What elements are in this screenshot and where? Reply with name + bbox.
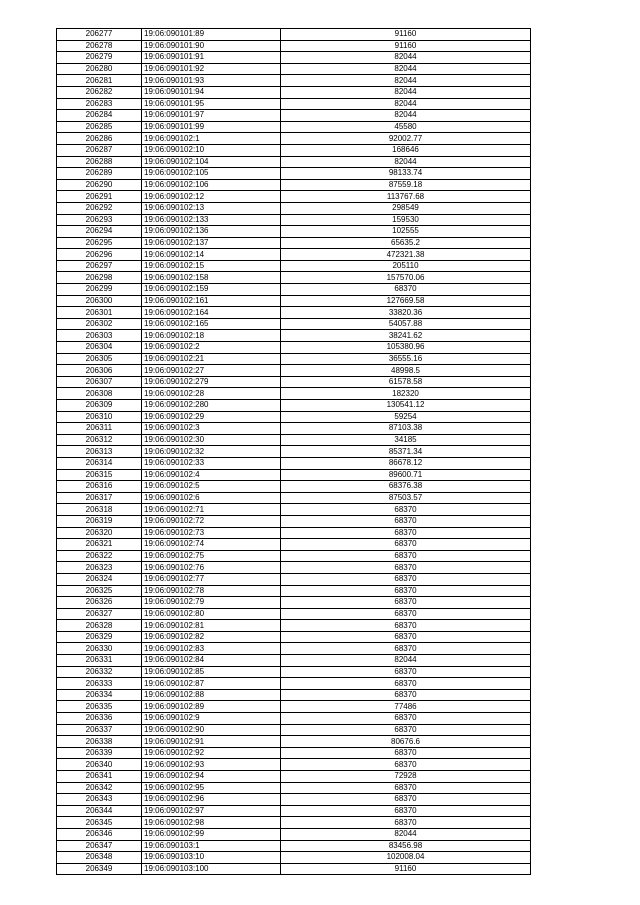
cadastral-number-cell: 19:06:090102:28 [142,388,281,400]
table-row [57,794,531,806]
value-cell: 87503.57 [281,492,531,504]
table-row [57,202,531,214]
cadastral-number-cell: 19:06:090102:165 [142,318,281,330]
table-row [57,434,531,446]
record-id-cell: 206297 [57,260,142,272]
cadastral-number-cell: 19:06:090102:159 [142,284,281,296]
value-cell: 68370 [281,817,531,829]
table-row [57,29,531,41]
cadastral-number-cell: 19:06:090102:137 [142,237,281,249]
record-id-cell: 206330 [57,643,142,655]
value-cell: 61578.58 [281,376,531,388]
table-row [57,330,531,342]
record-id-cell: 206323 [57,562,142,574]
table-row [57,469,531,481]
table-row [57,307,531,319]
record-id-cell: 206325 [57,585,142,597]
value-cell: 127669.58 [281,295,531,307]
cadastral-number-cell: 19:06:090101:93 [142,75,281,87]
cadastral-number-cell: 19:06:090102:76 [142,562,281,574]
table-row [57,481,531,493]
value-cell: 298549 [281,202,531,214]
value-cell: 87559.18 [281,179,531,191]
record-id-cell: 206283 [57,98,142,110]
value-cell: 82044 [281,828,531,840]
value-cell: 91160 [281,863,531,875]
record-id-cell: 206308 [57,388,142,400]
cadastral-number-cell: 19:06:090102:88 [142,689,281,701]
value-cell: 102555 [281,226,531,238]
cadastral-number-cell: 19:06:090102:97 [142,805,281,817]
value-cell: 82044 [281,75,531,87]
table-row [57,144,531,156]
record-id-cell: 206342 [57,782,142,794]
record-id-cell: 206327 [57,608,142,620]
table-row [57,771,531,783]
value-cell: 72928 [281,771,531,783]
record-id-cell: 206311 [57,423,142,435]
cadastral-number-cell: 19:06:090102:29 [142,411,281,423]
cadastral-number-cell: 19:06:090102:161 [142,295,281,307]
table-row [57,191,531,203]
table-row [57,550,531,562]
cadastral-number-cell: 19:06:090102:73 [142,527,281,539]
cadastral-number-cell: 19:06:090102:77 [142,573,281,585]
cadastral-number-cell: 19:06:090101:95 [142,98,281,110]
table-row [57,828,531,840]
value-cell: 68370 [281,597,531,609]
value-cell: 168646 [281,144,531,156]
record-id-cell: 206333 [57,678,142,690]
record-id-cell: 206313 [57,446,142,458]
value-cell: 68370 [281,678,531,690]
cadastral-number-cell: 19:06:090101:94 [142,86,281,98]
table-row [57,713,531,725]
cadastral-number-cell: 19:06:090102:6 [142,492,281,504]
cadastral-number-cell: 19:06:090102:106 [142,179,281,191]
cadastral-number-cell: 19:06:090102:84 [142,655,281,667]
record-id-cell: 206290 [57,179,142,191]
table-row [57,249,531,261]
record-id-cell: 206282 [57,86,142,98]
value-cell: 68370 [281,747,531,759]
table-row [57,342,531,354]
table-row [57,631,531,643]
cadastral-number-cell: 19:06:090102:136 [142,226,281,238]
value-cell: 157570.06 [281,272,531,284]
table-row [57,260,531,272]
table-row [57,272,531,284]
table-row [57,52,531,64]
value-cell: 85371.34 [281,446,531,458]
cadastral-number-cell: 19:06:090101:89 [142,29,281,41]
cadastral-number-cell: 19:06:090102:94 [142,771,281,783]
record-id-cell: 206289 [57,168,142,180]
cadastral-number-cell: 19:06:090102:78 [142,585,281,597]
value-cell: 82044 [281,98,531,110]
value-cell: 68370 [281,284,531,296]
record-id-cell: 206277 [57,29,142,41]
cadastral-number-cell: 19:06:090102:158 [142,272,281,284]
record-id-cell: 206299 [57,284,142,296]
cadastral-number-cell: 19:06:090102:82 [142,631,281,643]
record-id-cell: 206322 [57,550,142,562]
record-id-cell: 206337 [57,724,142,736]
value-cell: 80676.6 [281,736,531,748]
table-row [57,295,531,307]
record-id-cell: 206315 [57,469,142,481]
record-id-cell: 206334 [57,689,142,701]
cadastral-number-cell: 19:06:090102:80 [142,608,281,620]
record-id-cell: 206338 [57,736,142,748]
cadastral-number-cell: 19:06:090102:14 [142,249,281,261]
cadastral-number-cell: 19:06:090102:32 [142,446,281,458]
cadastral-number-cell: 19:06:090102:89 [142,701,281,713]
record-id-cell: 206319 [57,515,142,527]
table-row [57,805,531,817]
value-cell: 105380.96 [281,342,531,354]
table-row [57,666,531,678]
value-cell: 159530 [281,214,531,226]
table-row [57,759,531,771]
cadastral-number-cell: 19:06:090102:1 [142,133,281,145]
cadastral-number-cell: 19:06:090102:85 [142,666,281,678]
value-cell: 82044 [281,63,531,75]
value-cell: 59254 [281,411,531,423]
cadastral-number-cell: 19:06:090102:96 [142,794,281,806]
table-row [57,376,531,388]
record-id-cell: 206280 [57,63,142,75]
record-id-cell: 206316 [57,481,142,493]
value-cell: 82044 [281,110,531,122]
table-row [57,585,531,597]
record-id-cell: 206302 [57,318,142,330]
cadastral-number-cell: 19:06:090101:97 [142,110,281,122]
table-row [57,515,531,527]
table-row [57,747,531,759]
table-row [57,782,531,794]
value-cell: 48998.5 [281,365,531,377]
table-row [57,852,531,864]
table-row [57,573,531,585]
record-id-cell: 206292 [57,202,142,214]
record-id-cell: 206279 [57,52,142,64]
value-cell: 91160 [281,40,531,52]
record-id-cell: 206303 [57,330,142,342]
value-cell: 182320 [281,388,531,400]
record-id-cell: 206296 [57,249,142,261]
value-cell: 102008.04 [281,852,531,864]
cadastral-number-cell: 19:06:090102:98 [142,817,281,829]
value-cell: 86678.12 [281,457,531,469]
table-row [57,411,531,423]
cadastral-number-cell: 19:06:090102:105 [142,168,281,180]
table-row [57,655,531,667]
records-table [56,28,531,875]
record-id-cell: 206349 [57,863,142,875]
cadastral-number-cell: 19:06:090102:18 [142,330,281,342]
cadastral-number-cell: 19:06:090102:12 [142,191,281,203]
value-cell: 54057.88 [281,318,531,330]
value-cell: 130541.12 [281,400,531,412]
cadastral-number-cell: 19:06:090102:15 [142,260,281,272]
cadastral-number-cell: 19:06:090102:10 [142,144,281,156]
record-id-cell: 206345 [57,817,142,829]
value-cell: 68370 [281,631,531,643]
value-cell: 82044 [281,655,531,667]
table-row [57,63,531,75]
table-row [57,365,531,377]
cadastral-number-cell: 19:06:090102:13 [142,202,281,214]
value-cell: 472321.38 [281,249,531,261]
record-id-cell: 206293 [57,214,142,226]
cadastral-number-cell: 19:06:090102:74 [142,539,281,551]
record-id-cell: 206300 [57,295,142,307]
table-row [57,110,531,122]
record-id-cell: 206294 [57,226,142,238]
record-id-cell: 206329 [57,631,142,643]
table-row [57,562,531,574]
record-id-cell: 206332 [57,666,142,678]
value-cell: 68370 [281,504,531,516]
table-row [57,457,531,469]
cadastral-number-cell: 19:06:090102:279 [142,376,281,388]
cadastral-number-cell: 19:06:090102:83 [142,643,281,655]
table-row [57,492,531,504]
record-id-cell: 206312 [57,434,142,446]
value-cell: 98133.74 [281,168,531,180]
value-cell: 68370 [281,794,531,806]
table-row [57,597,531,609]
value-cell: 113767.68 [281,191,531,203]
value-cell: 89600.71 [281,469,531,481]
table-row [57,318,531,330]
cadastral-number-cell: 19:06:090102:164 [142,307,281,319]
value-cell: 38241.62 [281,330,531,342]
record-id-cell: 206336 [57,713,142,725]
value-cell: 68370 [281,805,531,817]
value-cell: 68376.38 [281,481,531,493]
table-row [57,214,531,226]
value-cell: 36555.16 [281,353,531,365]
table-row [57,75,531,87]
table-row [57,226,531,238]
value-cell: 205110 [281,260,531,272]
record-id-cell: 206326 [57,597,142,609]
value-cell: 68370 [281,573,531,585]
record-id-cell: 206287 [57,144,142,156]
value-cell: 68370 [281,515,531,527]
table-row [57,86,531,98]
value-cell: 68370 [281,713,531,725]
cadastral-number-cell: 19:06:090102:9 [142,713,281,725]
table-row [57,446,531,458]
record-id-cell: 206281 [57,75,142,87]
value-cell: 34185 [281,434,531,446]
value-cell: 68370 [281,689,531,701]
table-row [57,237,531,249]
cadastral-number-cell: 19:06:090102:87 [142,678,281,690]
record-id-cell: 206343 [57,794,142,806]
value-cell: 83456.98 [281,840,531,852]
value-cell: 68370 [281,608,531,620]
value-cell: 91160 [281,29,531,41]
record-id-cell: 206318 [57,504,142,516]
record-id-cell: 206306 [57,365,142,377]
cadastral-number-cell: 19:06:090102:91 [142,736,281,748]
cadastral-number-cell: 19:06:090101:91 [142,52,281,64]
record-id-cell: 206314 [57,457,142,469]
value-cell: 68370 [281,527,531,539]
value-cell: 68370 [281,620,531,632]
table-row [57,817,531,829]
record-id-cell: 206328 [57,620,142,632]
record-id-cell: 206339 [57,747,142,759]
table-row [57,539,531,551]
value-cell: 87103.38 [281,423,531,435]
table-row [57,400,531,412]
cadastral-number-cell: 19:06:090101:92 [142,63,281,75]
table-row [57,353,531,365]
cadastral-number-cell: 19:06:090102:81 [142,620,281,632]
value-cell: 82044 [281,86,531,98]
record-id-cell: 206348 [57,852,142,864]
table-row [57,608,531,620]
record-id-cell: 206347 [57,840,142,852]
cadastral-number-cell: 19:06:090101:99 [142,121,281,133]
cadastral-number-cell: 19:06:090102:99 [142,828,281,840]
record-id-cell: 206301 [57,307,142,319]
value-cell: 45580 [281,121,531,133]
record-id-cell: 206305 [57,353,142,365]
records-table-body [57,29,531,875]
record-id-cell: 206331 [57,655,142,667]
record-id-cell: 206321 [57,539,142,551]
cadastral-number-cell: 19:06:090103:100 [142,863,281,875]
record-id-cell: 206286 [57,133,142,145]
record-id-cell: 206310 [57,411,142,423]
cadastral-number-cell: 19:06:090103:1 [142,840,281,852]
value-cell: 68370 [281,643,531,655]
table-row [57,133,531,145]
cadastral-number-cell: 19:06:090102:21 [142,353,281,365]
data-sheet [56,28,531,875]
table-row [57,678,531,690]
record-id-cell: 206285 [57,121,142,133]
cadastral-number-cell: 19:06:090102:4 [142,469,281,481]
value-cell: 68370 [281,759,531,771]
record-id-cell: 206304 [57,342,142,354]
table-row [57,689,531,701]
cadastral-number-cell: 19:06:090102:95 [142,782,281,794]
table-row [57,863,531,875]
value-cell: 68370 [281,782,531,794]
cadastral-number-cell: 19:06:090102:79 [142,597,281,609]
cadastral-number-cell: 19:06:090102:71 [142,504,281,516]
value-cell: 33820.36 [281,307,531,319]
cadastral-number-cell: 19:06:090102:27 [142,365,281,377]
record-id-cell: 206341 [57,771,142,783]
value-cell: 82044 [281,156,531,168]
record-id-cell: 206335 [57,701,142,713]
record-id-cell: 206291 [57,191,142,203]
table-row [57,840,531,852]
table-row [57,643,531,655]
cadastral-number-cell: 19:06:090102:93 [142,759,281,771]
record-id-cell: 206298 [57,272,142,284]
table-row [57,504,531,516]
table-row [57,121,531,133]
table-row [57,620,531,632]
value-cell: 68370 [281,724,531,736]
table-row [57,168,531,180]
record-id-cell: 206309 [57,400,142,412]
cadastral-number-cell: 19:06:090102:33 [142,457,281,469]
record-id-cell: 206317 [57,492,142,504]
cadastral-number-cell: 19:06:090102:72 [142,515,281,527]
cadastral-number-cell: 19:06:090102:75 [142,550,281,562]
cadastral-number-cell: 19:06:090103:10 [142,852,281,864]
cadastral-number-cell: 19:06:090102:90 [142,724,281,736]
table-row [57,724,531,736]
table-row [57,701,531,713]
table-row [57,98,531,110]
value-cell: 68370 [281,539,531,551]
record-id-cell: 206324 [57,573,142,585]
record-id-cell: 206284 [57,110,142,122]
cadastral-number-cell: 19:06:090102:92 [142,747,281,759]
record-id-cell: 206288 [57,156,142,168]
value-cell: 68370 [281,585,531,597]
cadastral-number-cell: 19:06:090102:2 [142,342,281,354]
record-id-cell: 206340 [57,759,142,771]
record-id-cell: 206320 [57,527,142,539]
value-cell: 77486 [281,701,531,713]
cadastral-number-cell: 19:06:090102:30 [142,434,281,446]
record-id-cell: 206295 [57,237,142,249]
cadastral-number-cell: 19:06:090101:90 [142,40,281,52]
value-cell: 68370 [281,550,531,562]
table-row [57,284,531,296]
record-id-cell: 206278 [57,40,142,52]
table-row [57,40,531,52]
value-cell: 92002.77 [281,133,531,145]
table-row [57,736,531,748]
record-id-cell: 206307 [57,376,142,388]
cadastral-number-cell: 19:06:090102:133 [142,214,281,226]
record-id-cell: 206346 [57,828,142,840]
value-cell: 65635.2 [281,237,531,249]
value-cell: 68370 [281,562,531,574]
table-row [57,156,531,168]
cadastral-number-cell: 19:06:090102:280 [142,400,281,412]
cadastral-number-cell: 19:06:090102:5 [142,481,281,493]
record-id-cell: 206344 [57,805,142,817]
table-row [57,527,531,539]
cadastral-number-cell: 19:06:090102:104 [142,156,281,168]
value-cell: 68370 [281,666,531,678]
cadastral-number-cell: 19:06:090102:3 [142,423,281,435]
table-row [57,423,531,435]
table-row [57,388,531,400]
table-row [57,179,531,191]
value-cell: 82044 [281,52,531,64]
